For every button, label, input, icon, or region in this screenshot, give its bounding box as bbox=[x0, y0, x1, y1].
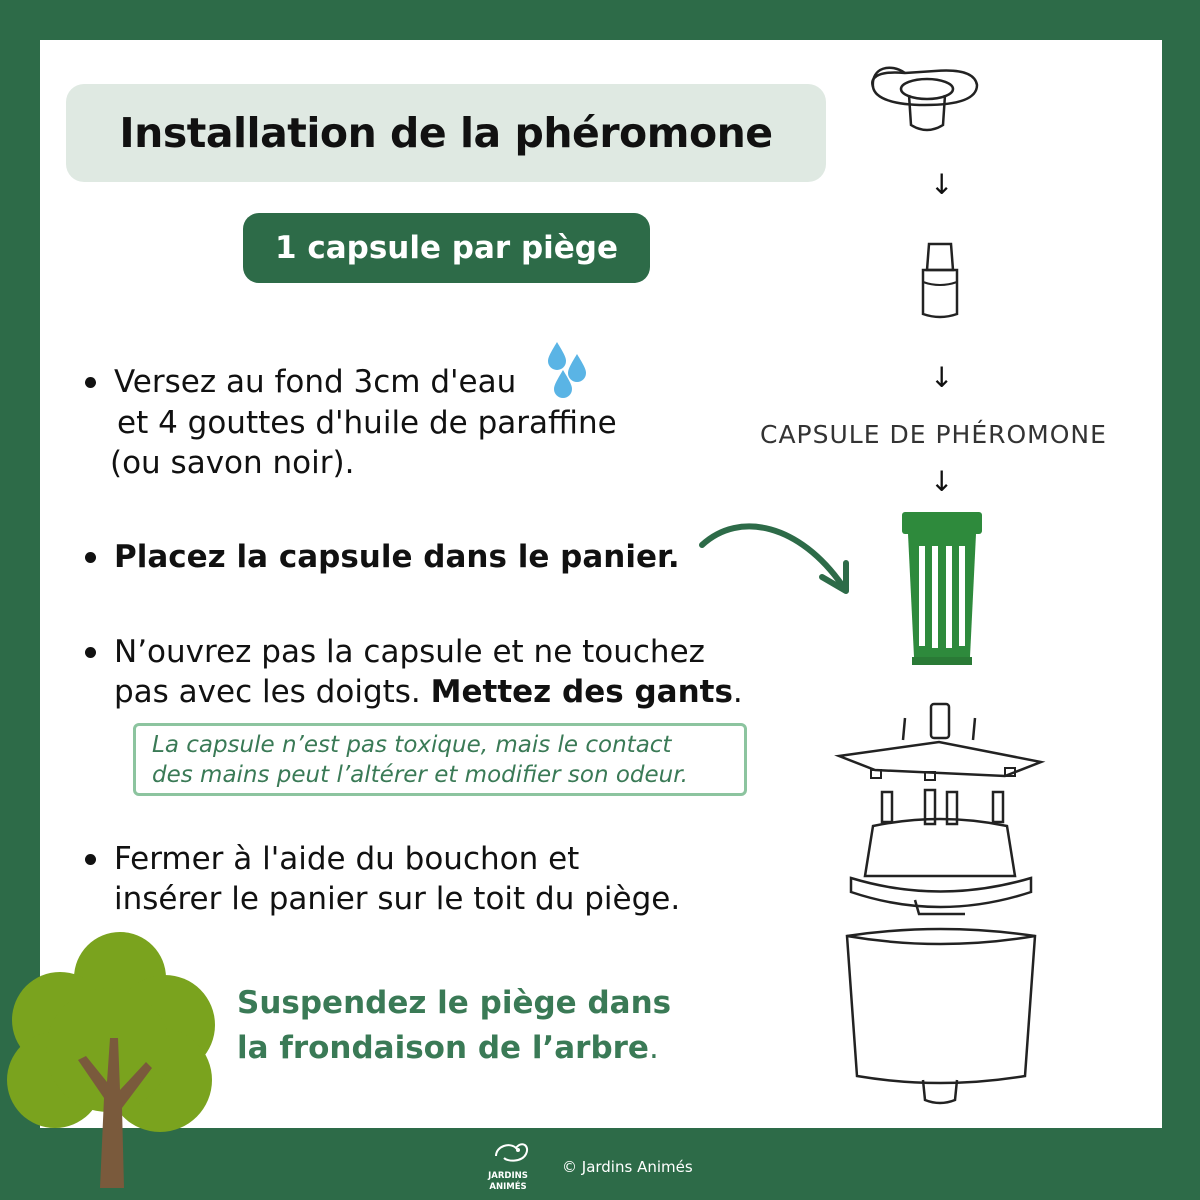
diagram-arrow-2: ↓ bbox=[930, 361, 954, 394]
bullet-1-line-3: (ou savon noir). bbox=[110, 445, 355, 481]
page-title: Installation de la phéromone bbox=[119, 109, 773, 157]
bullet-3-dot bbox=[85, 647, 96, 658]
tree-icon bbox=[0, 930, 230, 1190]
diagram-arrow-1: ↓ bbox=[930, 168, 954, 201]
suspend-line-2-end: . bbox=[648, 1030, 659, 1066]
bullet-2-dot bbox=[85, 552, 96, 563]
bullet-3-line-2 bbox=[114, 672, 743, 712]
bullet-4-dot bbox=[85, 854, 96, 865]
logo-text-top: JARDINS bbox=[488, 1171, 528, 1181]
trap-cap-icon bbox=[865, 65, 985, 145]
diagram-arrow-3: ↓ bbox=[930, 465, 954, 498]
bullet-1-dot bbox=[85, 377, 96, 388]
title-box bbox=[66, 84, 826, 182]
trap-assembly-icon bbox=[835, 700, 1050, 1110]
copyright-text: © Jardins Animés bbox=[562, 1158, 693, 1176]
bullet-3-end: . bbox=[732, 674, 743, 710]
bullet-1-line-2: et 4 gouttes d'huile de paraffine bbox=[117, 405, 617, 441]
suspend-line-2-text: la frondaison de l’arbre bbox=[237, 1030, 649, 1066]
jardins-animes-logo bbox=[478, 1138, 538, 1194]
bullet-4-line-2: insérer le panier sur le toit du piège. bbox=[114, 881, 681, 917]
bullet-3-line-1: N’ouvrez pas la capsule et ne touchez bbox=[114, 634, 705, 670]
bullet-2-text: Placez la capsule dans le panier. bbox=[114, 539, 680, 575]
bullet-4-line-1: Fermer à l'aide du bouchon et bbox=[114, 841, 580, 877]
curved-arrow-icon bbox=[690, 515, 860, 605]
bullet-3-bold: Mettez des gants bbox=[430, 674, 733, 710]
water-drops-icon bbox=[545, 340, 590, 400]
logo-text-bottom: ANIMÉS bbox=[489, 1182, 527, 1192]
suspend-line-2 bbox=[237, 1030, 659, 1066]
subtitle-pill: 1 capsule par piège bbox=[243, 213, 650, 283]
note-line-1: La capsule n’est pas toxique, mais le contact bbox=[152, 732, 672, 758]
small-capsule-icon bbox=[915, 240, 965, 322]
green-basket-icon bbox=[900, 512, 985, 667]
note-line-2: des mains peut l’altérer et modifier son odeur. bbox=[152, 762, 688, 788]
warning-note bbox=[133, 723, 747, 796]
bullet-3-plain: pas avec les doigts. bbox=[114, 674, 431, 710]
bullet-1-line-1: Versez au fond 3cm d'eau bbox=[114, 364, 517, 400]
capsule-label: CAPSULE DE PHÉROMONE bbox=[760, 420, 1107, 449]
suspend-line-1: Suspendez le piège dans bbox=[237, 985, 672, 1021]
